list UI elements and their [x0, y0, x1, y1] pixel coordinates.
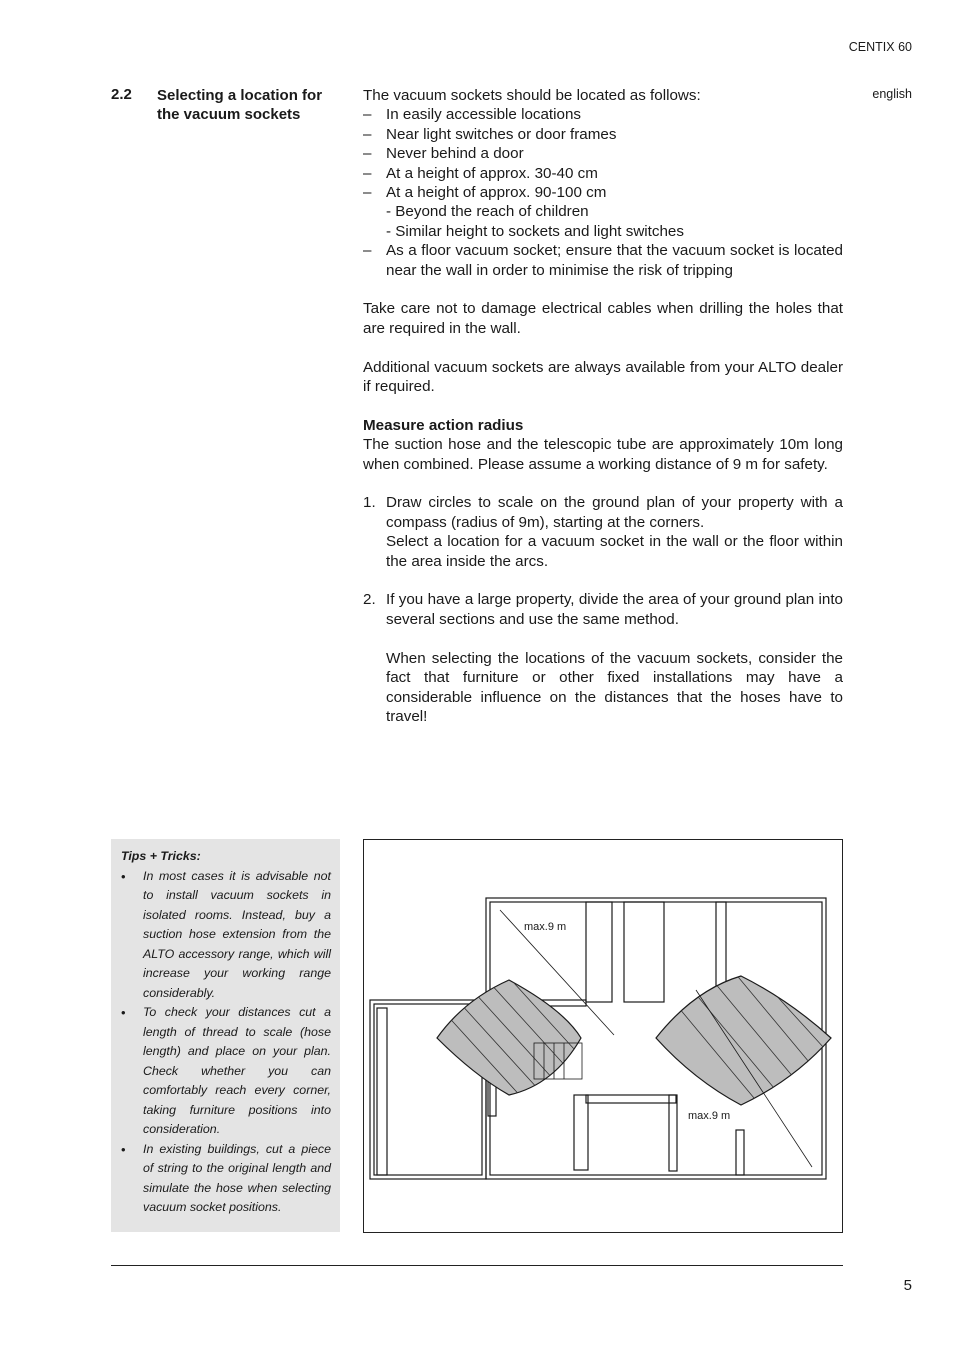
location-item: – Near light switches or door frames: [363, 125, 617, 143]
step-item: 2. If you have a large property, divide the area of your ground plan into several sections and use the same method. When selecting the locations of the vacuum sockets, consider the fact that furniture or other fixed installations may have a considerable influence on the distances that the hoses have to travel!: [363, 591, 843, 725]
tips-title: Tips + Tricks:: [121, 849, 201, 863]
radius-text: The suction hose and the telescopic tube are approximately 10m long when combined. Please assume a working distance of 9 m for safety.: [363, 436, 843, 473]
location-item: – As a floor vacuum socket; ensure that the vacuum socket is located near the wall in order to minimise the risk of tripping: [363, 242, 843, 279]
location-item: – At a height of approx. 30-40 cm: [363, 164, 598, 182]
step-item: 1. Draw circles to scale on the ground plan of your property with a compass (radius of 9m), starting at the corners. Select a location for a vacuum socket in the wall or the floor within the area inside the arcs.: [363, 494, 843, 570]
floor-plan-figure: [363, 839, 843, 1233]
body-text: [363, 86, 843, 726]
height-note: - Beyond the reach of children: [386, 203, 589, 221]
section-title: Selecting a location for the vacuum sockets: [157, 87, 323, 123]
tip-item: • In most cases it is advisable not to install vacuum sockets in isolated rooms. Instead, buy a suction hose extension from the ALTO accessory range, which will increase your working range considerably.: [121, 868, 331, 1000]
tip-item: • To check your distances cut a length of thread to scale (hose length) and place on your plan. Check whether you can comfortably reach every corner, taking furniture positions into consideration.: [121, 1005, 331, 1136]
footer-divider: [111, 1265, 843, 1266]
tips-box: [111, 839, 340, 1232]
intro-text: The vacuum sockets should be located as follows:: [363, 87, 701, 104]
location-item: – Never behind a door: [363, 145, 524, 163]
location-item: – At a height of approx. 90-100 cm: [363, 184, 607, 202]
language-label: english: [872, 87, 912, 101]
page-number: 5: [903, 1277, 912, 1294]
floor-plan-drawing: [364, 840, 842, 1232]
additional-note: Additional vacuum sockets are always available from your ALTO dealer if required.: [363, 358, 843, 396]
location-item: – In easily accessible locations: [363, 106, 582, 124]
action-radius-right: [656, 960, 842, 1110]
drilling-note: Take care not to damage electrical cables when drilling the holes that are required in the wall.: [363, 300, 843, 337]
radius-heading: Measure action radius: [363, 416, 524, 434]
tip-item: • In existing buildings, cut a piece of string to the original length and simulate the hose when selecting vacuum socket positions.: [121, 1141, 331, 1214]
radius-label-left: max.9 m: [524, 921, 567, 933]
height-note: - Similar height to sockets and light switches: [386, 222, 684, 240]
product-name: CENTIX 60: [848, 40, 912, 54]
section-number: 2.2: [111, 86, 132, 103]
radius-label-right: max.9 m: [688, 1110, 731, 1122]
